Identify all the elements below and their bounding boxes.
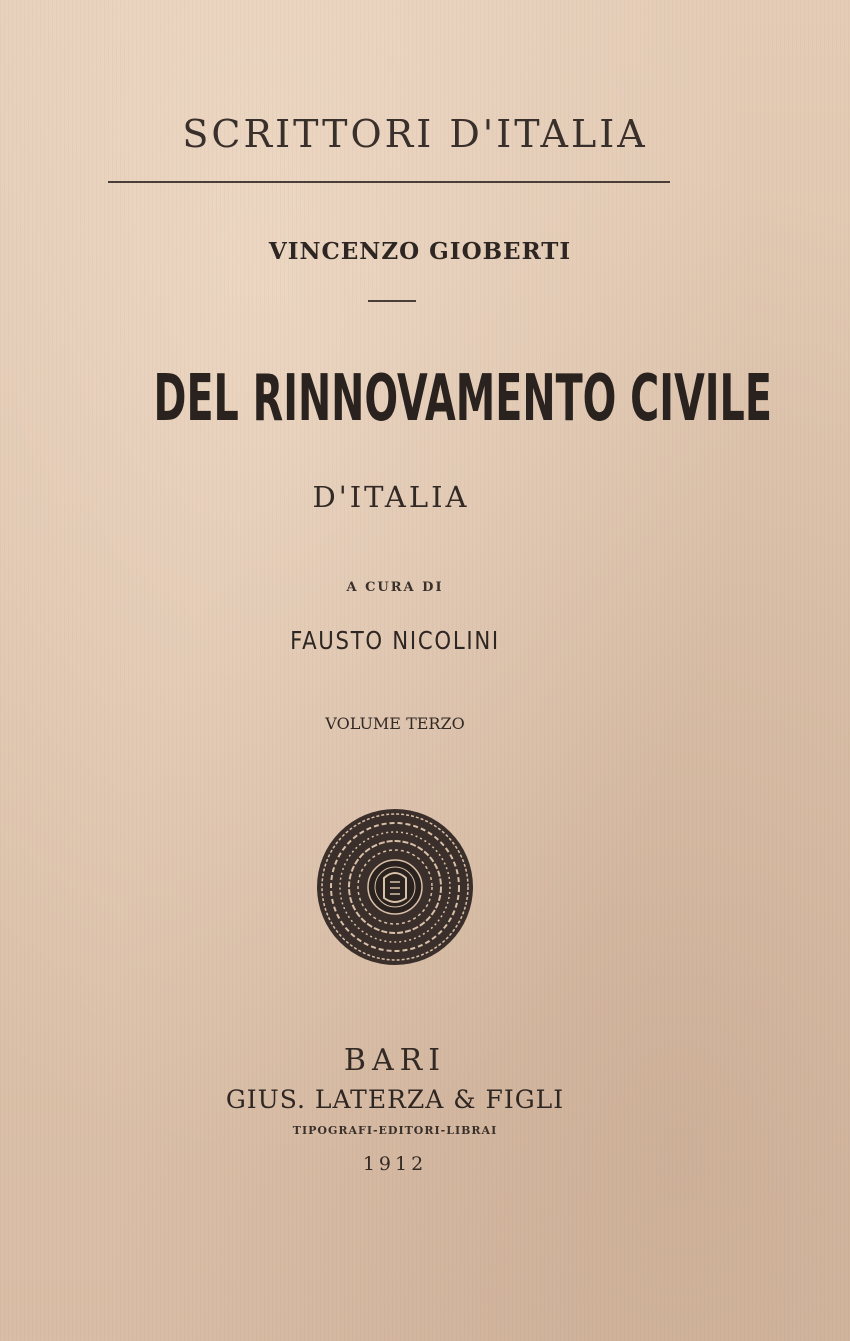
series-divider [108, 181, 670, 183]
book-subtitle: D'ITALIA [312, 480, 470, 514]
publisher-emblem-icon [314, 806, 476, 968]
publication-city: BARI [343, 1043, 447, 1078]
publication-year: 1912 [362, 1153, 428, 1175]
book-title: DEL RINNOVAMENTO CIVILE [153, 362, 772, 436]
author-divider [368, 300, 416, 302]
series-title: SCRITTORI D'ITALIA [182, 112, 648, 156]
volume-label: VOLUME TERZO [325, 714, 465, 733]
editor-name: FAUSTO NICOLINI [290, 626, 500, 655]
editor-prefix: A CURA DI [346, 580, 444, 595]
publisher-name: GIUS. LATERZA & FIGLI [225, 1085, 565, 1114]
author-name: VINCENZO GIOBERTI [268, 238, 572, 265]
publisher-trade: TIPOGRAFI-EDITORI-LIBRAI [292, 1124, 498, 1137]
